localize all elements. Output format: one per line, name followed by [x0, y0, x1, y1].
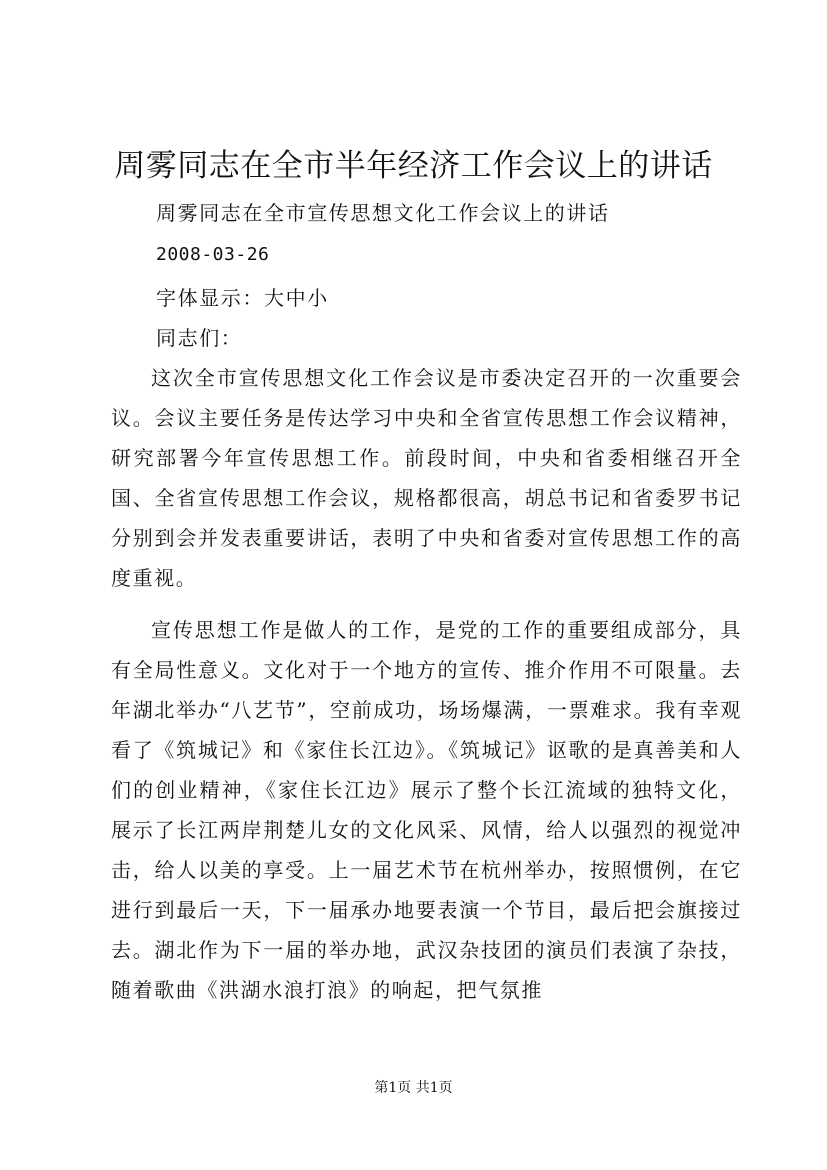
document-title: 周雾同志在全市半年经济工作会议上的讲话: [114, 148, 713, 184]
paragraph: 这次全市宣传思想文化工作会议是市委决定召开的一次重要会议。会议主要任务是传达学习中央和全省宣传思想工作会议精神，研究部署今年宣传思想工作。前段时间，中央和省委相继召开全国、全省宣传思想工作会议，规格都很高，胡总书记和省委罗书记分别到会并发表重要讲话，表明了中央和省委对宣传思想工作的高度重视。: [111, 366, 742, 590]
paragraph: 宣传思想工作是做人的工作，是党的工作的重要组成部分，具有全局性意义。文化对于一个地方的宣传、推介作用不可限量。去年湖北举办“八艺节”，空前成功，场场爆满，一票难求。我有幸观看了《筑城记》和《家住长江边》。《筑城记》讴歌的是真善美和人们的创业精神，《家住长江边》展示了整个长江流域的独特文化，展示了长江两岸荆楚儿女的文化风采、风情，给人以强烈的视觉冲击，给人以美的享受。上一届艺术节在杭州举办，按照惯例，在它进行到最后一天，下一届承办地要表演一个节目，最后把会旗接过去。湖北作为下一届的举办地，武汉杂技团的演员们表演了杂技，随着歌曲《洪湖水浪打浪》的响起，把气氛推: [111, 618, 742, 1002]
page-number: 第1页 共1页: [374, 1080, 453, 1096]
document-body: [111, 358, 742, 1010]
font-size-display: 字体显示：大中小: [156, 286, 329, 310]
salutation: 同志们：: [156, 326, 243, 350]
document-subtitle: 周雾同志在全市宣传思想文化工作会议上的讲话: [156, 201, 610, 225]
document-date: 2008-03-26: [156, 244, 270, 265]
